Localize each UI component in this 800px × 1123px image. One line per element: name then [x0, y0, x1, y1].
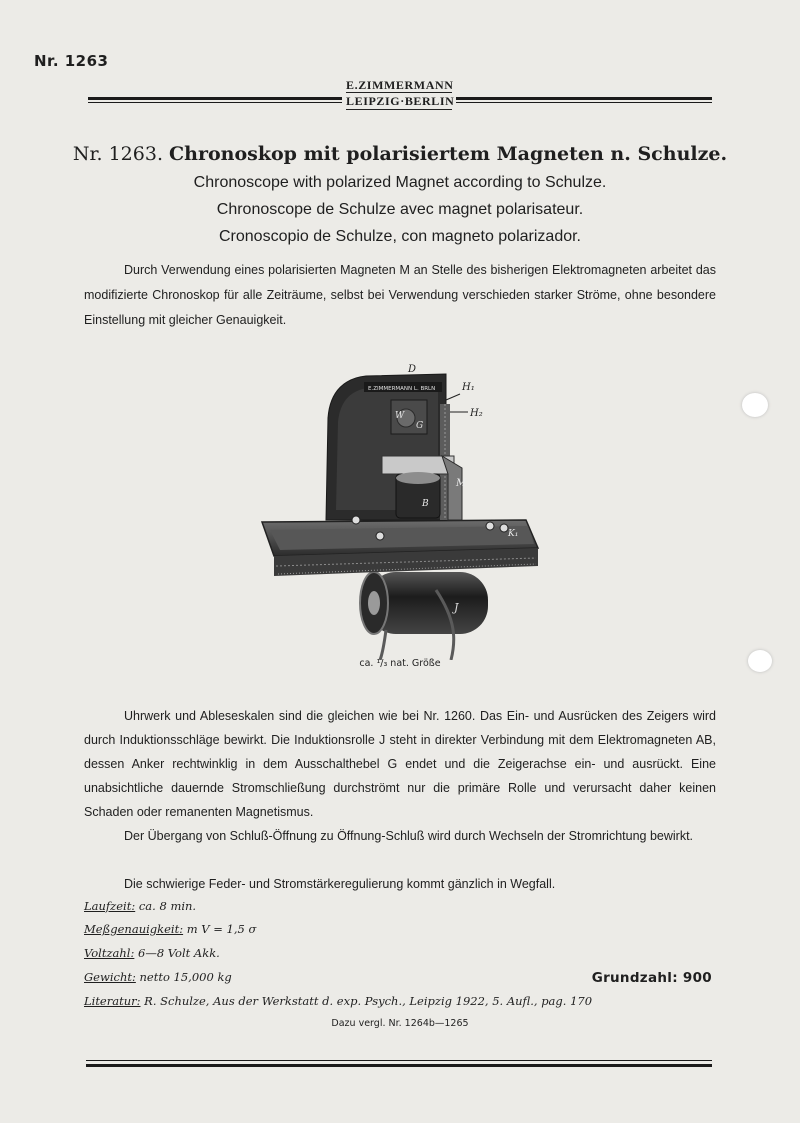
page-title — [40, 143, 760, 165]
label-k: K₁ — [508, 529, 519, 539]
header-rule-right-top — [456, 97, 712, 100]
spec-voltage-label: Voltzahl: — [84, 946, 135, 960]
chronoscope-illustration — [256, 360, 546, 660]
subtitle-english: Chronoscope with polarized Magnet according to Schulze. — [193, 174, 607, 191]
footer-rule-bottom — [86, 1064, 712, 1067]
logo-company-name: E.ZIMMERMANN — [346, 78, 454, 92]
header-rule-right-bottom — [456, 102, 712, 103]
spec-literature-label: Literatur: — [84, 994, 141, 1008]
label-d: D — [408, 364, 417, 375]
spec-voltage-value: 6—8 Volt Akk. — [138, 946, 220, 960]
title-text: Chronoskop mit polarisiertem Magneten n. Schulze. — [169, 143, 728, 165]
company-logo — [346, 78, 455, 120]
page-number: Nr. 1263 — [34, 52, 109, 70]
body-paragraph-1: Uhrwerk und Ableseskalen sind die gleichen wie bei Nr. 1260. Das Ein- und Ausrücken des Zeigers wird durch Induktionsschläge bewirkt. Die Induktionsrolle J steht in direkter Verbindung mit dem Elektromagneten AB, dessen Anker rechtwinklig in dem Ausschalthebel G endet und die Zeigerachse ein- und ausrückt. Eine unabsichtliche dauernde Stromschließung durchströmt nur die primäre Rolle und verursacht daher keinen Schaden oder remanenten Magnetismus. — [84, 709, 716, 819]
spec-runtime — [84, 896, 196, 916]
body-paragraph-3: Die schwierige Feder- und Stromstärkeregulierung kommt gänzlich in Wegfall. — [124, 877, 556, 891]
spec-runtime-label: Laufzeit: — [84, 899, 136, 913]
footer-rule-top — [86, 1060, 712, 1061]
label-h2: H₂ — [470, 408, 483, 419]
spec-accuracy — [84, 919, 256, 939]
spec-accuracy-label: Meßgenauigkeit: — [84, 922, 184, 936]
subtitle-french: Chronoscope de Schulze avec magnet polarisateur. — [216, 201, 584, 218]
spec-weight-label: Gewicht: — [84, 970, 136, 984]
cross-reference: Dazu vergl. Nr. 1264b—1265 — [331, 1018, 469, 1029]
subtitle-spanish: Cronoscopio de Schulze, con magneto polarizador. — [219, 228, 581, 245]
spec-literature-value: R. Schulze, Aus der Werkstatt d. exp. Psych., Leipzig 1922, 5. Aufl., pag. 170 — [144, 994, 593, 1008]
label-b: B — [422, 499, 429, 509]
label-m: M — [456, 478, 467, 489]
logo-cities: LEIPZIG·BERLIN — [346, 94, 455, 108]
header-rule-left-bottom — [88, 102, 342, 103]
title-number: Nr. 1263. — [72, 143, 163, 165]
label-g: G — [416, 421, 424, 431]
base-number: Grundzahl: 900 — [591, 970, 712, 986]
label-w: W — [395, 411, 405, 421]
spec-accuracy-value: m V = 1,5 σ — [186, 922, 257, 936]
spec-weight — [84, 967, 232, 987]
punch-hole-top — [742, 393, 768, 417]
label-manufacturer-plate: E.ZIMMERMANN L. BRLN — [368, 386, 436, 392]
spec-weight-value: netto 15,000 kg — [139, 970, 232, 984]
label-j: J — [454, 601, 459, 614]
label-h1: H₁ — [462, 382, 475, 393]
body-paragraph-2: Der Übergang von Schluß-Öffnung zu Öffnung-Schluß wird durch Wechseln der Stromrichtung bewirkt. — [124, 829, 694, 843]
punch-hole-bottom — [748, 650, 772, 672]
spec-literature — [84, 991, 592, 1011]
spec-runtime-value: ca. 8 min. — [138, 899, 197, 913]
image-caption: ca. ¹/₃ nat. Größe — [359, 658, 441, 669]
header-rule-left-top — [88, 97, 342, 100]
spec-voltage — [84, 943, 220, 963]
intro-paragraph: Durch Verwendung eines polarisierten Magneten M an Stelle des bisherigen Elektromagneten arbeitet das modifizierte Chronoskop für alle Zeiträume, selbst bei Verwendung verschieden starker Ströme, ohne besondere Einstellung mit gleicher Genauigkeit. — [84, 263, 716, 327]
